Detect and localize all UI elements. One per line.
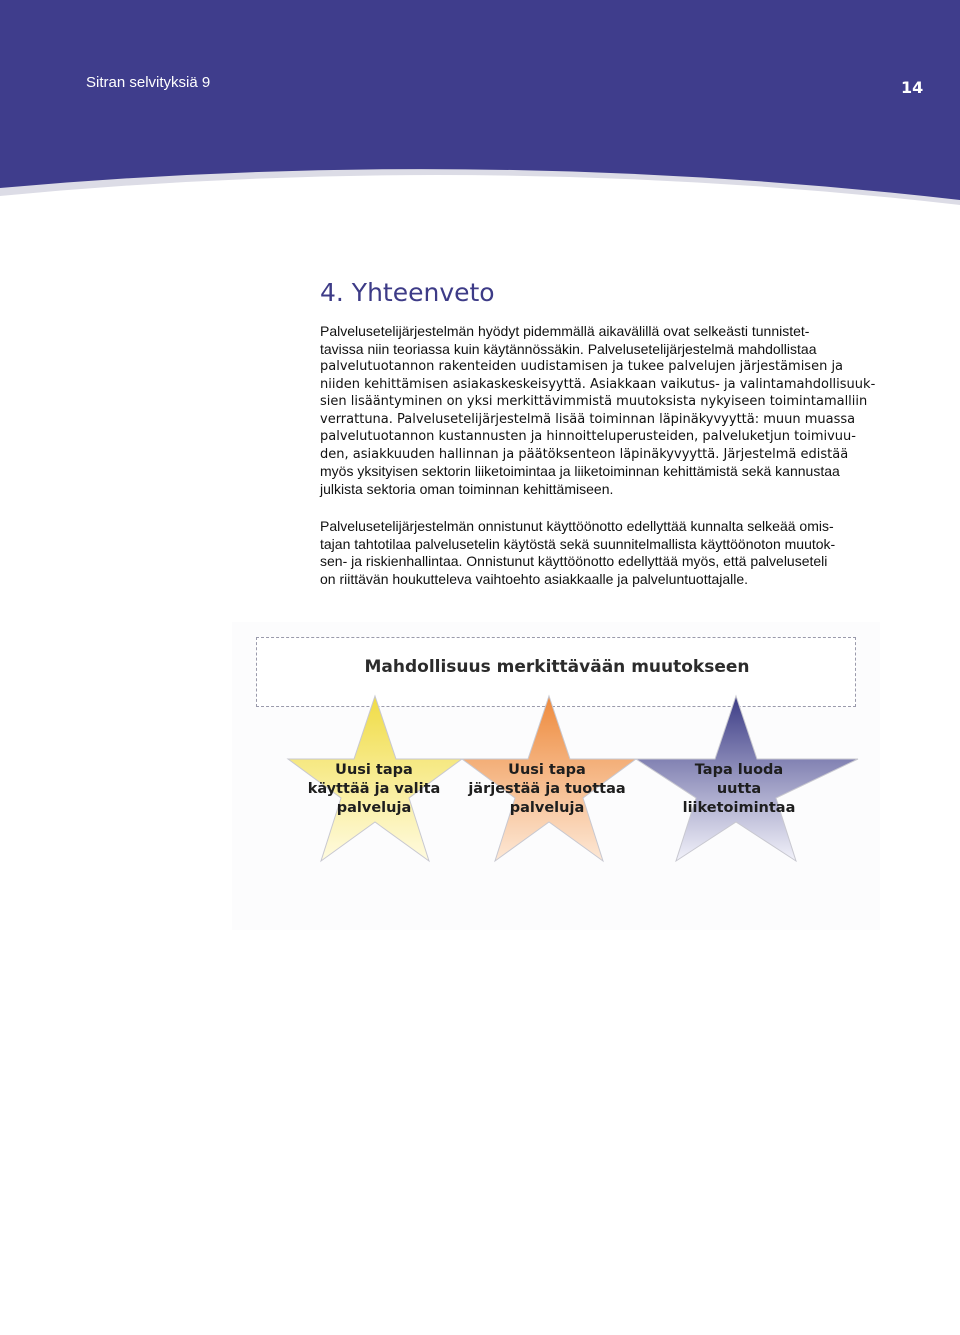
star-label-line: liiketoimintaa — [682, 800, 796, 816]
paragraph-line: palvelutuotannon rakenteiden uudistamisen ja tukee palvelujen järjestämisen ja — [320, 359, 844, 374]
star-3-label — [654, 761, 824, 818]
star-1-label — [289, 761, 459, 818]
star-label-line: uutta — [716, 781, 762, 797]
star-label-line: palveluja — [336, 800, 412, 816]
paragraph-line: sien lisääntyminen on yksi merkittävimmistä muutoksista nykyiseen toimintamalliin — [320, 394, 868, 409]
paragraph-line: julkista sektoria oman toiminnan kehittämiseen. — [320, 480, 614, 497]
paragraph-line: on riittävän houkutteleva vaihtoehto asiakkaalle ja palveluntuottajalle. — [320, 570, 749, 587]
paragraph-line: verrattuna. Palvelusetelijärjestelmä lisää toiminnan läpinäkyvyyttä: muun muassa — [320, 411, 856, 427]
paragraph-2 — [320, 518, 860, 588]
paragraph-line: den, asiakkuuden hallinnan ja päätöksenteon läpinäkyvyyttä. Järjestelmä edistää — [320, 446, 849, 462]
star-label-line: järjestää ja tuottaa — [468, 781, 626, 797]
star-label-line: Uusi tapa — [335, 762, 413, 778]
paragraph-line: Palvelusetelijärjestelmän onnistunut käyttöönotto edellyttää kunnalta selkeää omis- — [320, 518, 834, 534]
paragraph-1 — [320, 323, 876, 498]
star-label-line: käyttää ja valita — [307, 781, 441, 797]
paragraph-line: sen- ja riskienhallintaa. Onnistunut käyttöönotto edellyttää myös, että palveluseteli — [320, 553, 828, 569]
page-title: 4. Yhteenveto — [320, 278, 495, 307]
page-number: 14 — [901, 78, 924, 97]
paragraph-line: tajan tahtotilaa palvelusetelin käytöstä sekä suunnitelmallista käyttöönoton muutok- — [320, 535, 836, 552]
paragraph-line: niiden kehittämisen asiakaskeskeisyyttä. Asiakkaan vaikutus- ja valintamahdollisuuk- — [320, 376, 876, 392]
star-label-line: Tapa luoda — [694, 762, 784, 778]
change-opportunity-figure — [232, 622, 880, 930]
paragraph-line: Palvelusetelijärjestelmän hyödyt pidemmällä aikavälillä ovat selkeästi tunnistet- — [320, 323, 810, 339]
header-band — [0, 0, 960, 215]
series-title: Sitran selvityksiä 9 — [86, 74, 211, 91]
paragraph-line: myös yksityisen sektorin liiketoimintaa ja liiketoiminnan kehittämistä sekä kannustaa — [320, 463, 840, 479]
figure-banner-title: Mahdollisuus merkittävään muutokseen — [364, 657, 750, 677]
star-label-line: palveluja — [509, 800, 585, 816]
paragraph-line: palvelutuotannon kustannusten ja hinnoitteluperusteiden, palveluketjun toimivuu- — [320, 429, 856, 444]
paragraph-line: tavissa niin teoriassa kuin käytännössäkin. Palvelusetelijärjestelmä mahdollistaa — [320, 340, 817, 357]
star-2-label — [462, 761, 632, 818]
star-label-line: Uusi tapa — [508, 762, 586, 778]
